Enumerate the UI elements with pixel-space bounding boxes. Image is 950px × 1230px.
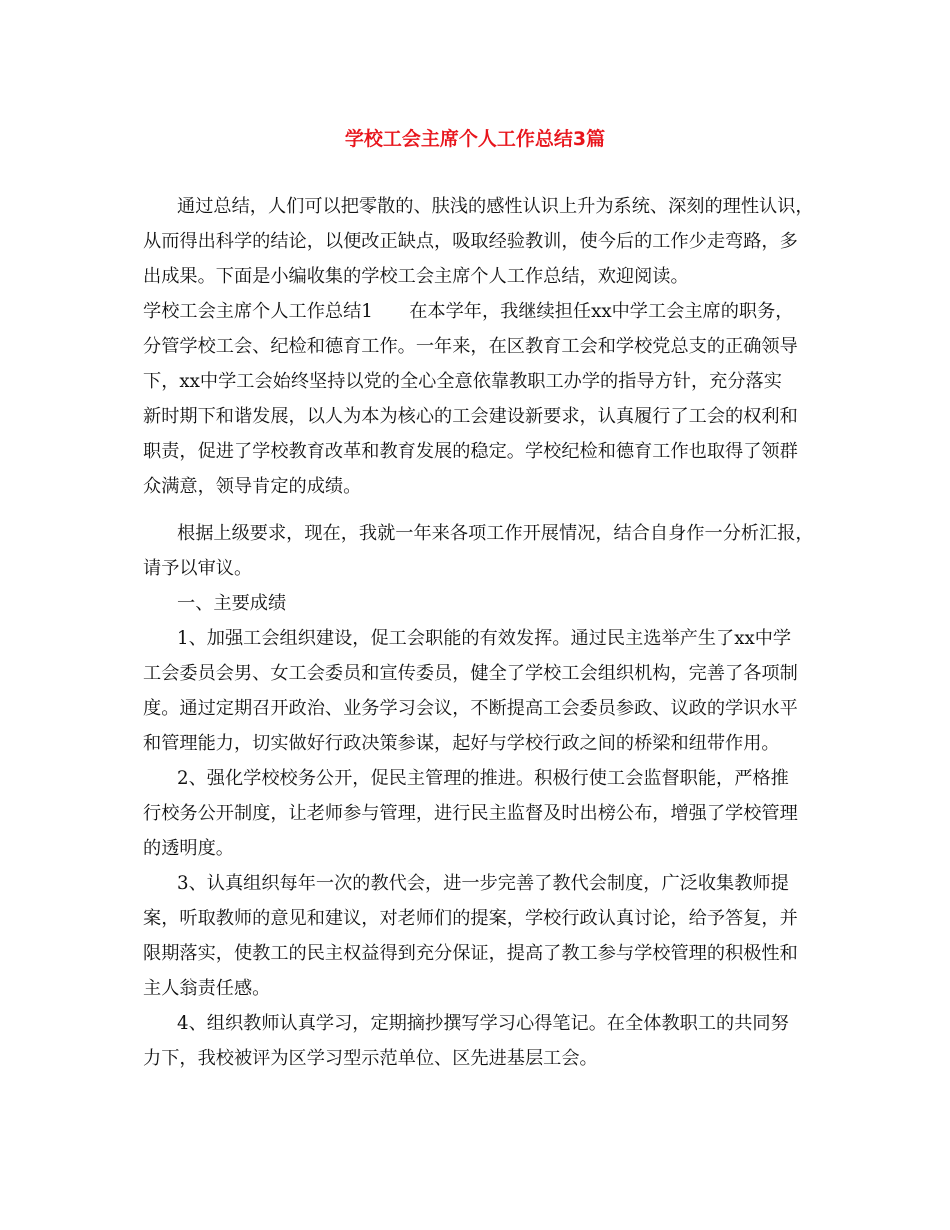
body-line: 度。通过定期召开政治、业务学习会议，不断提高工会委员参政、议政的学识水平 [143,698,798,719]
body-line: 出成果。下面是小编收集的学校工会主席个人工作总结，欢迎阅读。 [143,266,689,287]
body-line: 职责，促进了学校教育改革和教育发展的稳定。学校纪检和德育工作也取得了领群 [143,441,798,462]
body-line: 工会委员会男、女工会委员和宣传委员，健全了学校工会组织机构，完善了各项制 [143,663,798,684]
body-line: 通过总结，人们可以把零散的、肤浅的感性认识上升为系统、深刻的理性认识， [177,196,814,217]
body-line: 的透明度。 [143,838,234,859]
body-line: 分管学校工会、纪检和德育工作。一年来，在区教育工会和学校党总支的正确领导 [143,336,798,357]
body-line: 众满意，领导肯定的成绩。 [143,476,362,497]
body-line: 3、认真组织每年一次的教代会，进一步完善了教代会制度，广泛收集教师提 [177,873,789,894]
body-line: 主人翁责任感。 [143,978,271,999]
body-line: 1、加强工会组织建设，促工会职能的有效发挥。通过民主选举产生了xx中学 [177,628,792,649]
document-title: 学校工会主席个人工作总结3篇 [344,128,606,150]
body-line: 请予以审议。 [143,558,253,579]
body-line: 从而得出科学的结论，以便改正缺点，吸取经验教训，使今后的工作少走弯路，多 [143,231,798,252]
body-line: 根据上级要求，现在，我就一年来各项工作开展情况，结合自身作一分析汇报， [177,523,814,544]
body-line: 学校工会主席个人工作总结1 在本学年，我继续担任xx中学工会主席的职务， [143,301,794,322]
section-heading: 一、主要成绩 [177,593,287,614]
body-line: 下，xx中学工会始终坚持以党的全心全意依靠教职工办学的指导方针，充分落实 [143,371,782,392]
body-line: 2、强化学校校务公开，促民主管理的推进。积极行使工会监督职能，严格推 [177,768,789,789]
body-line: 新时期下和谐发展，以人为本为核心的工会建设新要求，认真履行了工会的权利和 [143,406,798,427]
body-line: 和管理能力，切实做好行政决策参谋，起好与学校行政之间的桥梁和纽带作用。 [143,733,780,754]
body-line: 4、组织教师认真学习，定期摘抄撰写学习心得笔记。在全体教职工的共同努 [177,1013,789,1034]
body-line: 案，听取教师的意见和建议，对老师们的提案，学校行政认真讨论，给予答复，并 [143,908,798,929]
body-line: 力下，我校被评为区学习型示范单位、区先进基层工会。 [143,1048,598,1069]
body-line: 限期落实，使教工的民主权益得到充分保证，提高了教工参与学校管理的积极性和 [143,943,798,964]
body-line: 行校务公开制度，让老师参与管理，进行民主监督及时出榜公布，增强了学校管理 [143,803,798,824]
